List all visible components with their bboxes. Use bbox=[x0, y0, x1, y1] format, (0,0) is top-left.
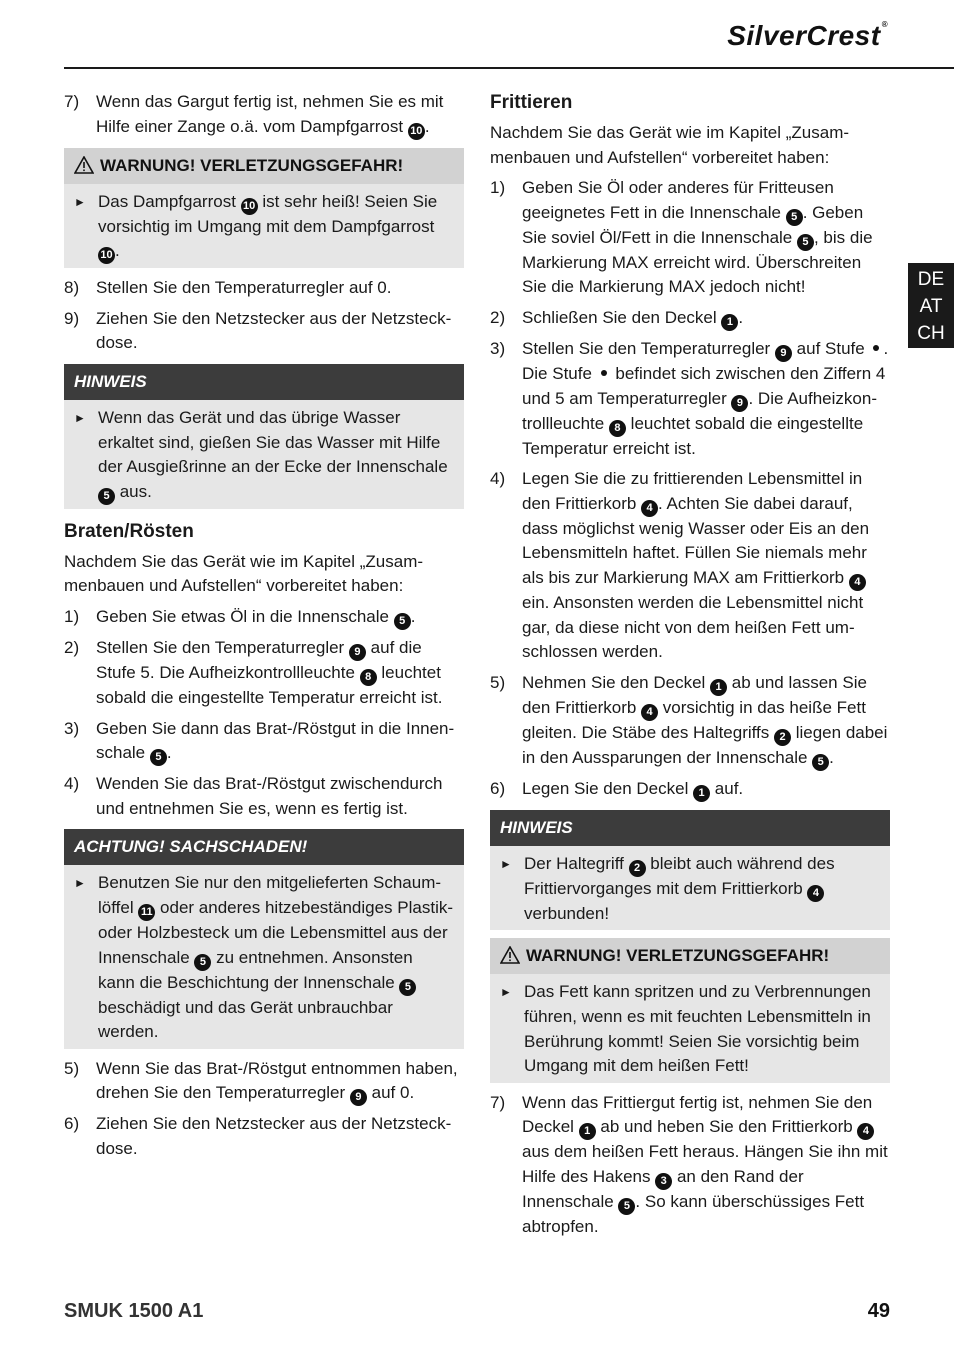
frit-step-5: 5) Nehmen Sie den Deckel 1 ab und lassen Sie den Frittierkorb 4 vorsichtig in das heiße Fett gleiten. Die Stäbe des Haltegriffs 2 liegen dabei in den Aussparungen der Innenschale 5 . bbox=[490, 671, 890, 771]
part-reference-number: 5 bbox=[394, 613, 411, 630]
part-reference-number: 5 bbox=[618, 1198, 635, 1215]
lang-ch: CH bbox=[917, 323, 945, 344]
frit-step-2: 2) Schließen Sie den Deckel 1 . bbox=[490, 306, 890, 331]
part-reference-number: 4 bbox=[641, 704, 658, 721]
part-reference-number: 3 bbox=[655, 1173, 672, 1190]
warning-icon bbox=[74, 156, 94, 174]
part-reference-number: 8 bbox=[609, 420, 626, 437]
frittieren-intro: Nachdem Sie das Gerät wie im Kapitel „Zusammenbauen und Aufstellen“ vorbereitet haben: bbox=[490, 123, 850, 167]
part-reference-number: 1 bbox=[579, 1123, 596, 1140]
section-title-frittieren: Frittieren bbox=[490, 92, 573, 113]
achtung-text: ► Benutzen Sie nur den mitgelieferten Schaumlöffel 11 oder anderes hitzebeständiges Plastik- oder Holzbesteck um die Lebensmittel aus der Innenschale 5 zu entnehmen. Ansonsten kann die Beschichtung der Innenschale 5 beschädigt und das Gerät unbrauchbar werden. bbox=[74, 873, 454, 1042]
part-reference-number: 5 bbox=[399, 979, 416, 996]
part-reference-number: 4 bbox=[641, 500, 658, 517]
part-reference-number: 4 bbox=[807, 885, 824, 902]
lang-de: DE bbox=[917, 269, 945, 290]
part-reference-number: 5 bbox=[786, 209, 803, 226]
part-reference-number: 4 bbox=[849, 574, 866, 591]
braten-intro: Nachdem Sie das Gerät wie im Kapitel „Zusammenbauen und Aufstellen“ vorbereitet haben: bbox=[64, 551, 424, 596]
level-dot-symbol bbox=[873, 345, 879, 351]
arrow-icon: ► bbox=[74, 876, 86, 891]
hinweis-text-2: ► Der Haltegriff 2 bleibt auch während des Frittiervorganges mit dem Frittierkorb 4 verbunden! bbox=[500, 853, 835, 923]
arrow-icon: ► bbox=[500, 985, 512, 1000]
achtung-heading: ACHTUNG! SACHSCHADEN! bbox=[64, 829, 464, 865]
hinweis-box-2 bbox=[490, 810, 890, 931]
frit-step-1: 1) Geben Sie Öl oder anderes für Fritteusen geeignetes Fett in die Innenschale 5 . Geben Sie soviel Öl/Fett in die Innenschale 5 , bis die Markierung MAX erreicht wird. Überschreiten Sie die Markierung MAX jedoch nicht! bbox=[490, 178, 873, 297]
braten-step-2: 2) Stellen Sie den Temperaturregler 9 auf die Stufe 5. Die Aufheizkontrollleuchte 8 leuchtet sobald die eingestellte Temperatur erreicht ist. bbox=[64, 637, 443, 707]
language-tab bbox=[908, 263, 954, 348]
part-reference-number: 5 bbox=[98, 488, 115, 505]
arrow-icon: ► bbox=[500, 856, 512, 871]
part-reference-number: 2 bbox=[774, 729, 791, 746]
part-reference-number: 1 bbox=[693, 785, 710, 802]
part-reference-number: 10 bbox=[408, 123, 425, 140]
step-7: 7) Wenn das Gargut fertig ist, nehmen Sie es mit Hilfe einer Zange o.ä. vom Dampfgarrost 10 . bbox=[64, 90, 464, 140]
warning-box-2 bbox=[490, 938, 890, 1082]
part-reference-number: 5 bbox=[812, 754, 829, 771]
header-rule bbox=[64, 67, 954, 69]
frit-step-6: 6) Legen Sie den Deckel 1 auf. bbox=[490, 777, 890, 802]
part-reference-number: 1 bbox=[710, 679, 727, 696]
part-reference-number: 9 bbox=[775, 345, 792, 362]
arrow-icon: ► bbox=[74, 194, 86, 209]
part-reference-number: 5 bbox=[797, 234, 814, 251]
hinweis-heading: HINWEIS bbox=[64, 364, 464, 400]
footer-model: SMUK 1500 A1 bbox=[64, 1300, 204, 1322]
part-reference-number: 8 bbox=[360, 669, 377, 686]
section-title-braten: Braten/Rösten bbox=[64, 520, 194, 542]
left-column bbox=[64, 90, 464, 1167]
warning-text-2: ► Das Fett kann spritzen und zu Verbrennungen führen, wenn es mit feuchten Lebensmitteln in Berührung kommt! Seien Sie vorsichtig beim Umgang mit dem heißen Fett! bbox=[500, 982, 871, 1076]
part-reference-number: 2 bbox=[629, 860, 646, 877]
warning-text: ► Das Dampfgarrost 10 ist sehr heiß! Seien Sie vorsichtig im Umgang mit dem Dampfgarrost 10 . bbox=[74, 190, 454, 265]
level-dot-symbol bbox=[601, 370, 607, 376]
part-reference-number: 10 bbox=[241, 198, 258, 215]
part-reference-number: 5 bbox=[150, 749, 167, 766]
hinweis-box bbox=[64, 364, 464, 509]
warning-icon bbox=[500, 946, 520, 964]
part-reference-number: 1 bbox=[721, 314, 738, 331]
warning-heading-2: WARNUNG! VERLETZUNGSGEFAHR! bbox=[490, 938, 890, 974]
braten-step-1: 1) Geben Sie etwas Öl in die Innenschale 5 . bbox=[64, 605, 464, 630]
braten-step-5: 5) Wenn Sie das Brat-/Röstgut entnommen haben, drehen Sie den Temperaturregler 9 auf 0. bbox=[64, 1057, 464, 1107]
step-8: 8) Stellen Sie den Temperaturregler auf 0. bbox=[64, 278, 392, 298]
part-reference-number: 9 bbox=[349, 644, 366, 661]
part-reference-number: 9 bbox=[731, 395, 748, 412]
braten-step-3: 3) Geben Sie dann das Brat-/Röstgut in die Innenschale 5 . bbox=[64, 717, 464, 767]
part-reference-number: 5 bbox=[194, 954, 211, 971]
hinweis-text: ► Wenn das Gerät und das übrige Wasser erkaltet sind, gießen Sie das Wasser mit Hilfe der Ausgießrinne an der Ecke der Innenschale 5 aus. bbox=[74, 406, 454, 505]
part-reference-number: 10 bbox=[98, 247, 115, 264]
part-reference-number: 9 bbox=[350, 1089, 367, 1106]
arrow-icon: ► bbox=[74, 410, 86, 425]
page-number: 49 bbox=[867, 1300, 890, 1322]
warning-box bbox=[64, 148, 464, 269]
right-column bbox=[490, 90, 890, 1245]
braten-step-4: 4) Wenden Sie das Brat-/Röstgut zwischendurch und entnehmen Sie es, wenn es fertig ist. bbox=[64, 774, 443, 818]
achtung-box bbox=[64, 829, 464, 1048]
frit-step-4: 4) Legen Sie die zu frittierenden Lebensmittel in den Frittierkorb 4 . Achten Sie dabei darauf, dass möglichst wenig Wasser oder Eis an den Lebensmitteln haftet. Füllen Sie niemals mehr als bis zur Markierung MAX am Frittierkorb 4 ein. Ansonsten werden die Lebensmittel nicht gar, da diese nicht von dem heißen Fett umschlossen werden. bbox=[490, 469, 870, 662]
frit-step-7: 7) Wenn das Frittiergut fertig ist, nehmen Sie den Deckel 1 ab und heben Sie den Frittierkorb 4 aus dem heißen Fett heraus. Hängen Sie ihn mit Hilfe des Hakens 3 an den Rand der Innenschale 5 . So kann überschüssiges Fett abtropfen. bbox=[490, 1092, 888, 1236]
lang-at: AT bbox=[919, 296, 943, 317]
step-9: 9) Ziehen Sie den Netzstecker aus der Netzsteckdose. bbox=[64, 308, 452, 353]
part-reference-number: 4 bbox=[857, 1123, 874, 1140]
braten-step-6: 6) Ziehen Sie den Netzstecker aus der Netzsteckdose. bbox=[64, 1114, 452, 1158]
hinweis-heading-2: HINWEIS bbox=[490, 810, 890, 846]
part-reference-number: 11 bbox=[138, 904, 155, 921]
warning-heading: WARNUNG! VERLETZUNGSGEFAHR! bbox=[64, 148, 464, 184]
frit-step-3: 3) Stellen Sie den Temperaturregler 9 auf Stufe . Die Stufe befindet sich zwischen den Ziffern 4 und 5 am Temperaturregler 9 . Die Aufheizkontrollleuchte 8 leuchtet sobald die eingestellte Temperatur erreicht ist. bbox=[490, 338, 889, 458]
brand-logo: SilverCrest® bbox=[727, 20, 888, 51]
